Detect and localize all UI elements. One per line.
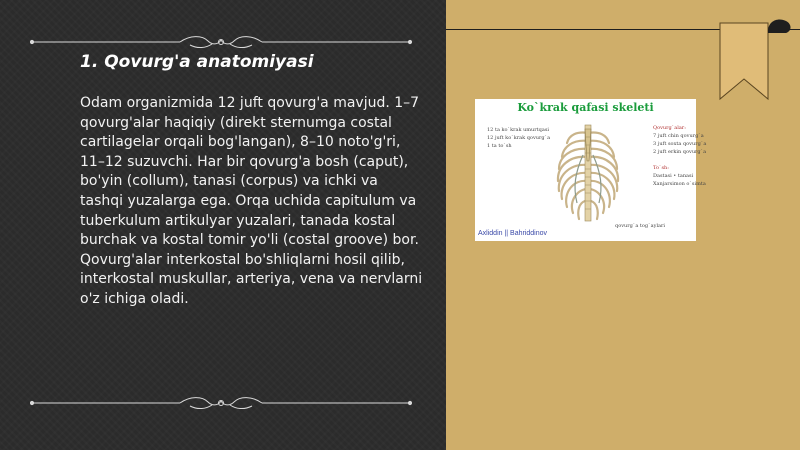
figure-label-left-2: 12 juft ko`krak qovurg`a: [487, 135, 551, 141]
flourish-divider-icon: [30, 33, 412, 51]
figure-label-right-5: To`sh:: [653, 165, 669, 171]
slide-body-text: Odam organizmida 12 juft qovurg'a mavjud. 1–7 qovurg'alar haqiqiy (direkt sternumga costal cartilagelar orqali bog'langan), 8–10 noto'g'ri, 11–12 suzuvchi. Har bir qovurg'a bosh (caput), bo'yin (collum), tanasi (corpus) va ichki va tashqi yuzalarga ega. Orqa uchida capitulum va tuberkulum artikulyar yuzalari, tanada kostal burchak va kostal tomir yo'li (costal groove) bor. Qovurg'alar interkostal bo'shliqlarni hosil qilib, interkostal muskullar, arteriya, vena va nervlarni o'z ichiga oladi.: [80, 95, 423, 307]
figure-label-bottom: qovurg`a tog`aylari: [615, 223, 666, 229]
figure-label-right-6: Dastasi • tanasi: [653, 173, 694, 179]
figure-label-right-3: 3 juft soxta qovurg`a: [653, 141, 707, 147]
figure-label-right-2: 7 juft chin qovurg`a: [653, 133, 704, 139]
figure-label-left-3: 1 ta to`sh: [487, 143, 512, 149]
figure-label-left-1: 12 ta ko`krak umurtqasi: [487, 127, 550, 133]
figure-label-right-7: Xanjarsimon o`simta: [653, 181, 706, 187]
figure-label-right-4: 2 juft erkin qovurg`a: [653, 149, 707, 155]
slide-title: 1. Qovurg'a anatomiyasi: [80, 52, 314, 72]
figure-title: Ko`krak qafasi skeleti: [517, 101, 654, 114]
figure-credit: Axliddin || Bahriddinov: [478, 230, 548, 237]
flourish-divider-icon: [30, 394, 412, 412]
figure-label-right-1: Qovurg`alar:: [653, 125, 686, 131]
ribbon-curl-icon: [766, 17, 794, 35]
ribcage-figure: [475, 99, 707, 241]
ribcage-illustration: [553, 115, 623, 231]
